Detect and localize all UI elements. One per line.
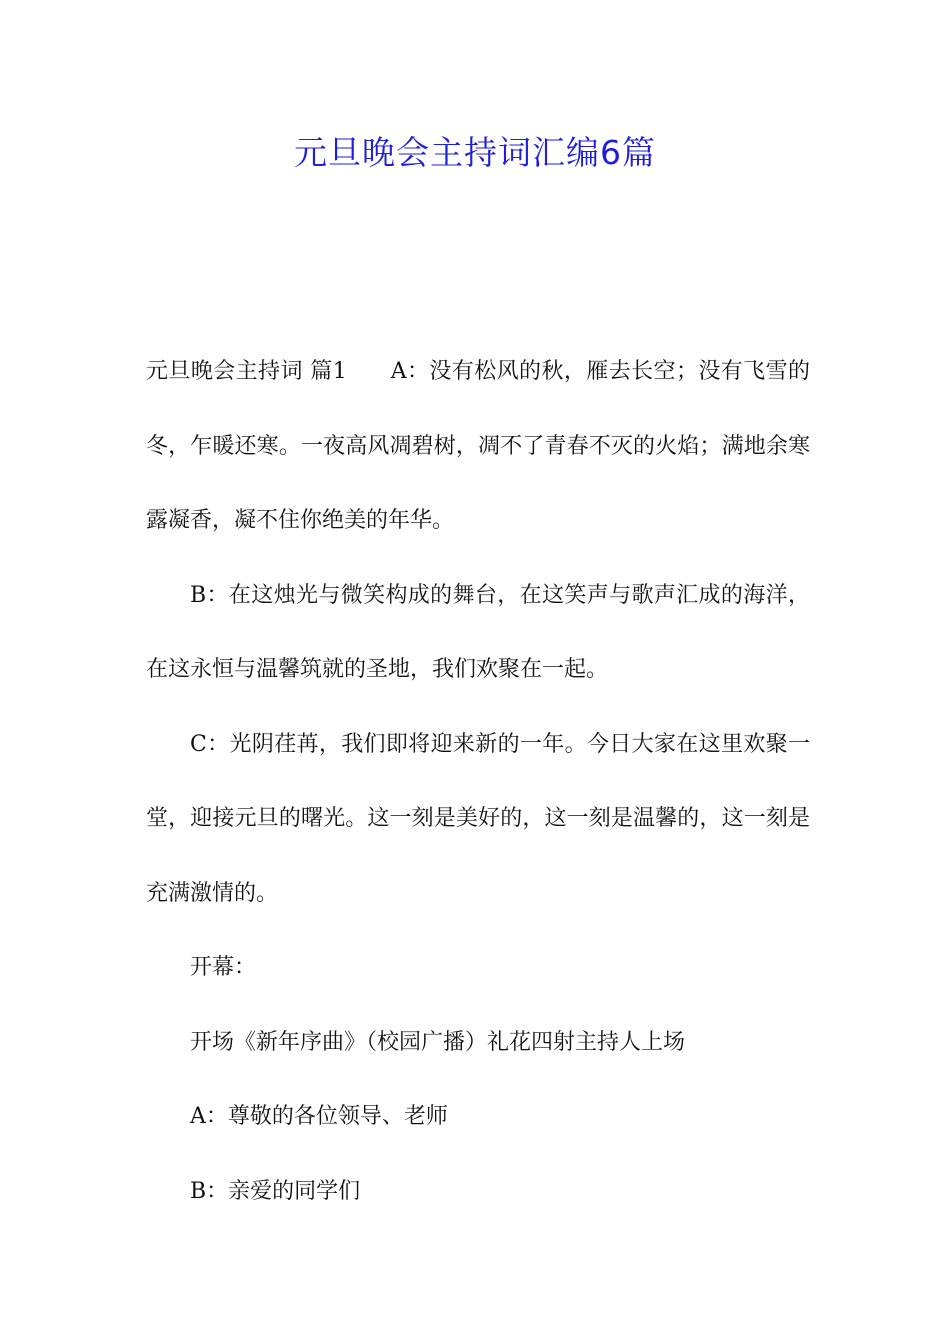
paragraph-5: 开场《新年序曲》（校园广播）礼花四射主持人上场 bbox=[190, 1029, 686, 1055]
paragraph-text: A：没有松风的秋，雁去长空；没有飞雪的冬，乍暖还寒。一夜高风凋碧树，凋不了青春不灭的火焰；满地余寒露凝香，凝不住你绝美的年华。 bbox=[146, 359, 810, 533]
document-title: 元旦晚会主持词汇编6篇 bbox=[294, 133, 656, 172]
section-heading: 元旦晚会主持词 篇1 bbox=[146, 359, 347, 384]
paragraph-1 bbox=[146, 335, 810, 559]
paragraph-7: B：亲爱的同学们 bbox=[190, 1178, 361, 1204]
paragraph-2: B：在这烛光与微笑构成的舞台，在这笑声与歌声汇成的海洋，在这永恒与温馨筑就的圣地，我们欢聚在一起。 bbox=[146, 582, 810, 682]
paragraph-4: 开幕： bbox=[190, 955, 257, 980]
paragraph-6: A：尊敬的各位领导、老师 bbox=[190, 1104, 448, 1129]
document-body bbox=[146, 335, 810, 1229]
paragraph-3: C：光阴荏苒，我们即将迎来新的一年。今日大家在这里欢聚一堂，迎接元旦的曙光。这一刻是美好的，这一刻是温馨的，这一刻是充满激情的。 bbox=[146, 731, 810, 906]
